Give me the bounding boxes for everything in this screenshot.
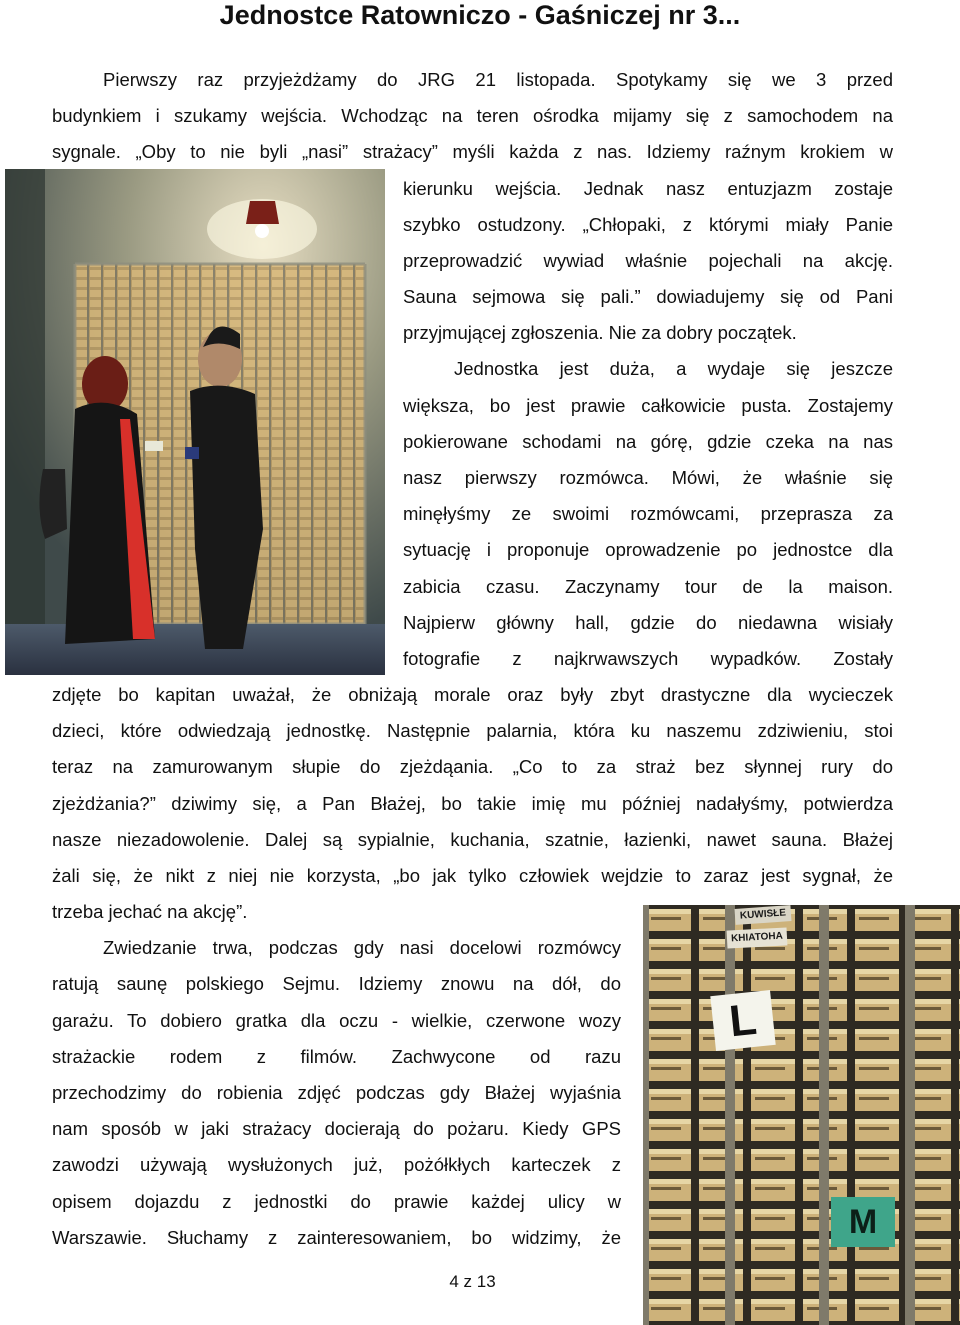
photo-card-slots xyxy=(643,905,960,1325)
text-line: zdjęte bo kapitan uważał, że obniżają morale oraz były zbyt drastyczne dla wycieczek xyxy=(52,684,893,705)
text-line: większa, bo jest prawie całkowicie pusta. Zostajemy xyxy=(403,395,893,416)
text-line: kierunku wejścia. Jednak nasz entuzjazm zostaje xyxy=(403,178,893,199)
text-line: Warszawie. Słuchamy z zainteresowaniem, bo widzimy, że xyxy=(52,1227,621,1248)
text-line: przechodzimy do robienia zdjęć podczas gdy Błażej wyjaśnia xyxy=(52,1082,621,1103)
text-line: trzeba jechać na akcję”. xyxy=(52,901,248,922)
text-line: budynkiem i szukamy wejścia. Wchodząc na teren ośrodka mijamy się z samochodem na xyxy=(52,105,893,126)
text-line: Najpierw główny hall, gdzie do niedawna wisiały xyxy=(403,612,893,633)
text-line: nasz pierwszy rozmówca. Mówi, że właśnie się xyxy=(403,467,893,488)
text-line: przeprowadzić wywiad właśnie pojechali na akcję. xyxy=(403,250,893,271)
text-line: sytuację i proponuje oprowadzenie po jednostce dla xyxy=(403,539,893,560)
photo-people-card-wall xyxy=(5,169,385,675)
text-line: Pierwszy raz przyjeżdżamy do JRG 21 listopada. Spotykamy się we 3 przed xyxy=(103,69,893,90)
text-line: fotografie z najkrwawszych wypadków. Zostały xyxy=(403,648,893,669)
page-number: 4 z 13 xyxy=(449,1272,496,1291)
text-line: ratują saunę polskiego Sejmu. Idziemy znowu na dół, do xyxy=(52,973,621,994)
text-line: Jednostka jest duża, a wydaje się jeszcze xyxy=(454,358,893,379)
card-label-kuwisle: KUWISŁE xyxy=(735,905,792,925)
text-line: Sauna sejmowa się pali.” dowiadujemy się od Pani xyxy=(403,286,893,307)
text-line: nasze niezadowolenie. Dalej są sypialnie, kuchania, szatnie, łazienki, nawet sauna. Błażej xyxy=(52,829,893,850)
text-line: opisem dojazdu z jednostki do prawie każdej ulicy w xyxy=(52,1191,621,1212)
text-line: szybko ostudzony. „Chłopaki, z którymi miały Panie xyxy=(403,214,893,235)
page-title: Jednostce Ratowniczo - Gaśniczej nr 3... xyxy=(219,0,741,30)
text-line: pokierowane schodami na górę, gdzie czeka na nas xyxy=(403,431,893,452)
text-line: nam sposób w jaki strażacy docierają do pożaru. Kiedy GPS xyxy=(52,1118,621,1139)
card-tab-l: L xyxy=(710,990,775,1051)
text-line: strażackie rodem z filmów. Zachwycone od razu xyxy=(52,1046,621,1067)
text-line: minęłyśmy ze swoimi rozmówcami, przeprasza za xyxy=(403,503,893,524)
text-line: zjeżdżania?” dziwimy się, a Pan Błażej, bo takie imię mu później nadałyśmy, potwierdza xyxy=(52,793,893,814)
text-line: dzieci, które odwiedzają jednostkę. Następnie palarnia, która ku naszemu zdziwieniu, stoi xyxy=(52,720,893,741)
card-tab-m: M xyxy=(831,1197,895,1247)
text-line: zawodzi używają wysłużonych już, pożółkłych karteczek z xyxy=(52,1154,621,1175)
text-line: zabicia czasu. Zaczynamy tour de la maison. xyxy=(403,576,893,597)
text-line: sygnale. „Oby to nie byli „nasi” strażacy” myśli każda z nas. Idziemy raźnym krokiem w xyxy=(52,141,893,162)
text-line: Zwiedzanie trwa, podczas gdy nasi docelowi rozmówcy xyxy=(103,937,621,958)
text-line: garażu. To dobiero gratka dla oczu - wielkie, czerwone wozy xyxy=(52,1010,621,1031)
text-line: przyjmującej zgłoszenia. Nie za dobry początek. xyxy=(403,322,797,343)
text-line: teraz na zamurowanym słupie do zjeżdąania. „Co to za straż bez słynnej rury do xyxy=(52,756,893,777)
text-line: żali się, że nikt z niej nie korzysta, „bo jak tylko człowiek wejdzie to zaraz jest sygnał, że xyxy=(52,865,893,886)
card-label-khiatoha: KHIATOHA xyxy=(727,927,788,948)
